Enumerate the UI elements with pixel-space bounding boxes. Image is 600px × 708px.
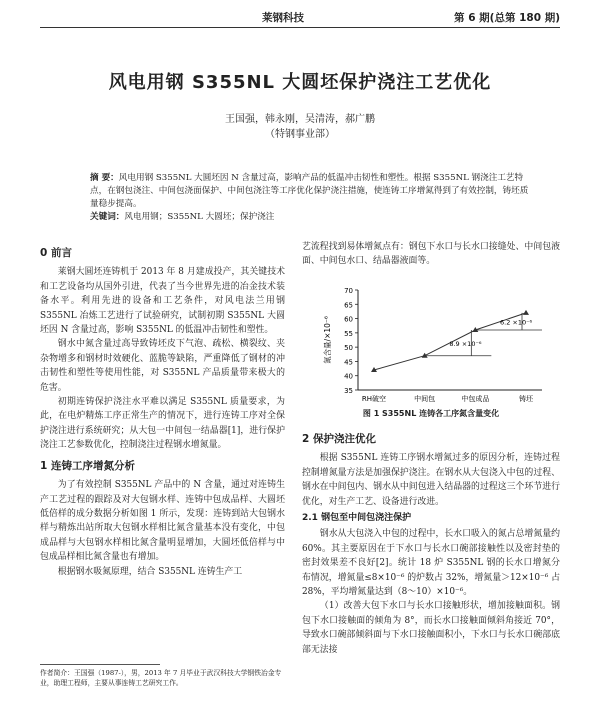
y-tick-label: 60 bbox=[344, 315, 353, 324]
section-heading-1: 1 连铸工序增氮分析 bbox=[40, 459, 135, 472]
nitrogen-chart bbox=[320, 282, 550, 406]
y-tick-label: 35 bbox=[344, 387, 353, 395]
x-tick-label: 铸坯 bbox=[519, 395, 533, 403]
paragraph: 根据钢水吸氮原理，结合 S355NL 连铸生产工 bbox=[57, 566, 243, 577]
y-tick-label: 65 bbox=[344, 301, 353, 310]
authors: 王国强，韩永刚，吴清涛，郝广鹏 bbox=[225, 114, 375, 125]
header-rule bbox=[40, 27, 560, 28]
footnote-rule bbox=[40, 664, 160, 665]
data-point bbox=[523, 310, 529, 315]
annotation-label: 8.9 ×10⁻⁶ bbox=[449, 339, 482, 348]
paragraph: （1）改善大包下水口与长水口接触形状，增加接触面积。钢包下水口接触面的倾角为 8°，而长水口接触面倾斜角接近 70°，导致水口碗部倾斜面与下水口接触面积小，下水口与长水口碗部底部无法接 bbox=[302, 601, 560, 655]
article-title: 风电用钢 S355NL 大圆坯保护浇注工艺优化 bbox=[108, 72, 492, 93]
x-tick-label: RH破空 bbox=[361, 395, 387, 403]
y-tick-label: 40 bbox=[344, 372, 353, 381]
section-heading-2: 2 保护浇注优化 bbox=[302, 433, 376, 445]
keywords-text: 风电用钢；S355NL 大圆坯；保护浇注 bbox=[124, 212, 275, 222]
paragraph: 莱钢大圆坯连铸机于 2013 年 8 月建成投产，其关键技术和工艺设备均从国外引进，代表了当今世界先进的冶金技术装备水平。利用先进的设备和工艺条件，对风电法兰用钢 S355NL 冶炼工艺进行了试验研究，试制初期 S355NL 大圆坯因 N 含量过高，影响 S355NL 的低温冲击韧性和塑性。 bbox=[40, 267, 285, 336]
y-tick-label: 70 bbox=[344, 287, 353, 295]
y-tick-label: 55 bbox=[344, 329, 353, 338]
journal-name: 莱钢科技 bbox=[262, 12, 304, 24]
figure-caption: 图 1 S355NL 连铸各工序氮含量变化 bbox=[362, 409, 500, 418]
left-column bbox=[40, 240, 285, 579]
abstract bbox=[90, 172, 530, 224]
section-heading-0: 0 前言 bbox=[40, 247, 72, 259]
paragraph: 钢水中氮含量过高导致铸坯皮下气泡、疏松、横裂纹、夹杂物增多和钢材时效硬化、蓝脆等缺陷，严重降低了钢材的冲击韧性和塑性等使用性能，对 S355NL 产品质量带来极大的危害。 bbox=[40, 339, 285, 393]
data-point bbox=[422, 353, 428, 358]
annotation-label: 6.2 ×10⁻⁶ bbox=[500, 318, 533, 327]
abstract-text: 风电用钢 S355NL 大圆坯因 N 含量过高，影响产品的低温冲击韧性和塑性。根据 S355NL 钢浇注工艺特点，在钢包浇注、中间包浇面保护、中间包浇注等工序优化保护浇注措施，使连铸工序增氮得到了有效控制，铸坯质量稳步提高。 bbox=[90, 173, 529, 209]
right-column bbox=[302, 426, 560, 657]
issue-number: 第 6 期(总第 180 期) bbox=[454, 12, 560, 24]
subsection-heading-2-1: 2.1 钢包至中间包浇注保护 bbox=[302, 513, 412, 524]
paragraph: 为了有效控制 S355NL 产品中的 N 含量，通过对连铸生产工艺过程的跟踪及对大包钢水样、连铸中包成品样、大圆坯低倍样的成分数据分析如图 1 所示，发现：连铸到站大包钢水样与精炼出站所取大包钢水样相比氮含量基本没有变化，中包成品样与大包钢水样相比氮含量明显增加，大圆坯低倍样与中包成品样相比氮含量也有增加。 bbox=[40, 480, 285, 563]
x-tick-label: 中包成品 bbox=[461, 395, 490, 403]
paragraph: 初期连铸保护浇注水平难以满足 S355NL 质量要求，为此，在电炉精炼工序正常生产的情况下，进行连铸工序对全保护浇注进行系统研究；从大包一中间包一结晶器[1]，进行保护浇注工艺参数优化，控制浇注过程钢水增氮量。 bbox=[40, 397, 285, 451]
y-tick-label: 50 bbox=[344, 344, 353, 353]
keywords-label: 关键词： bbox=[90, 212, 125, 222]
x-tick-label: 中间包 bbox=[414, 395, 436, 403]
paragraph: 艺流程找到易体增氮点有：钢包下水口与长水口接缝处、中间包液面、中间包水口、结晶器液面等。 bbox=[302, 242, 560, 267]
abstract-label: 摘 要： bbox=[90, 173, 119, 183]
right-column-top bbox=[302, 240, 560, 269]
y-axis-label: 氮含量/×10⁻⁶ bbox=[323, 316, 332, 364]
paragraph: 钢水从大包浇入中包的过程中，长水口吸入的氮占总增氮量约 60%。其主要原因在于下水口与长水口碗部接触性以及密封垫的密封效果差不良好[2]。统计 18 炉 S355NL 钢的长水口增氮分布情况，增氮量≤8×10⁻⁶ 的炉数占 32%，增氮量＞12×10⁻⁶ 占 28%，平均增氮量达到（8～10）×10⁻⁶。 bbox=[302, 529, 560, 598]
paragraph: 根据 S355NL 连铸工序钢水增氮过多的原因分析，连铸过程控制增氮量方法是加强保护浇注。在钢水从大包浇入中包的过程、钢水在中间包内、钢水从中间包进入结晶器的过程这三个环节进行优化，对生产工艺、设备进行改进。 bbox=[302, 453, 560, 507]
affiliation: （特钢事业部） bbox=[265, 129, 335, 140]
y-tick-label: 45 bbox=[344, 358, 353, 367]
author-footnote: 作者简介：王国强（1987-），男，2013 年 7 月毕业于武汉科技大学钢铁冶金专业，助理工程师，主要从事连铸工艺研究工作。 bbox=[40, 669, 282, 687]
